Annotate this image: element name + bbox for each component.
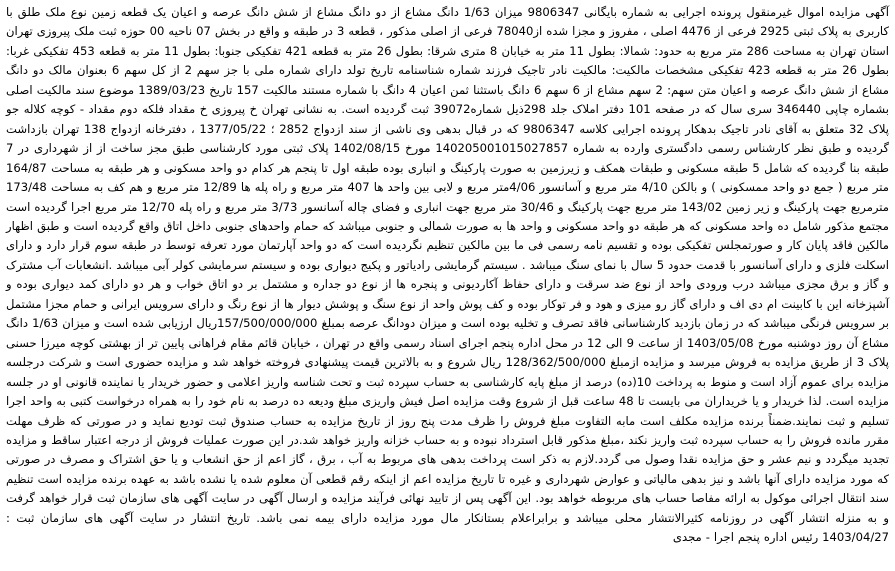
auction-notice-text: آگهی مزایده اموال غیرمنقول پرونده اجرایی به شماره بایگانی 9806347 میزان 1/63 دانگ مشاع از دو دانگ مشاع از شش دانگ عرصه و اعیان یک قطعه زمین نوع ملک طلق با کاربری به پلاک ثبتی 2925 فرعی از 4476 اصلی ، مفروز و مجزا شده از78040 فرعی از اصلی مذکور ، قطعه 3 در طبقه و واقع در بخش 07 ناحیه 00 حوزه ثبت ملک پیروزی تهران استان تهران به مساحت 286 متر مربع به حدود: شمالا: بطول 11 متر به خیابان 8 متری شرقا: بطول 26 متر به قطعه 421 تفکیکی جنوبا: بطول 11 متر به قطعه 453 تفکیکی غربا: بطول 26 متر به قطعه 423 تفکیکی مشخصات مالکیت: مالکیت نادر تاجیک فرزند شماره شناسنامه تاریخ تولد دارای شماره ملی با جز سهم 2 از کل سهم 6 بعنوان مالک دو دانگ مشاع از شش دانگ عرصه و اعیان متن سهم: 2 سهم مشاع از 6 سهم 6 دانگ باستثنا ثمن اعیان 4 دانگ با شماره مستند مالکیت 157 تاریخ 1389/03/23 موضوع سند مالکیت اصلی بشماره چاپی 346440 سری سال که در صفحه 101 دفتر املاک جلد 298ذیل شماره39072 ثبت گردیده است. به نشانی تهران خ پیروزی خ مقداد فلکه دوم مقداد - کوچه کلاله جو پلاک 32 متعلق به آقای نادر تاجیک بدهکار پرونده اجرایی کلاسه 9806347 که در قبال بدهی وی ناشی از سند ازدواج 2852 ؛ 1377/05/22 ، دفترخانه ازدواج 138 تهران بازداشت گردیده و طبق نظر کارشناس رسمی دادگستری وارده به شماره 140205001015027857 مورخ 1402/08/15 پلاک ثبتی مورد کارشناسی طبق مجز ساخت از از شهرداری در 7 طبقه بنا گردیده که شامل 5 طبقه مسکونی و طبقات همکف و زیرزمین به صورت پارکینگ و انباری بوده طبقه اول تا پنجم هر کدام دو واحد مسکونی و هر طبقه به مساحت 164/87 متر مربع ( جمع دو واحد ممسکونی ) و بالکن 4/10 متر مربع و آسانسور 4/06متر مربع و لابی بین واحد ها 407 متر مربع و راه پله ها 12/89 متر مربع و هم کف به مساحت 173/48 مترمربع جهت پارکینگ و زیر زمین 143/02 متر مربع جهت پارکینگ و 30/46 متر مربع جهت انباری و فضای چاله آسانسور 3/73 متر مربع و راه پله 12/70 متر مربع اجرا گردیده است مجتمع مذکور شامل ده واحد مسکونی که هر طبقه دو واحد مسکونی و واحد ها به صورت شمالی و جنوبی میباشد که حمام واحدهای جنوبی داخل اتاق واقع گردیده است و طبق اظهار مالکین فاقد پایان کار و صورتمجلس تفکیکی بوده و تقسیم نامه رسمی فی ما بین مالکین تنظیم نگردیده است که دو واحد آپارتمان مورد تعرفه توسط در طبقه سوم قرار دارد و دارای اسکلت فلزی و دارای آسانسور با قدمت حدود 5 سال با نمای سنگ میباشد . سیستم گرمایشی رادیاتور و پکیج دیواری بوده و سیستم سرمایشی کولر آبی میباشد .انشعابات آب مشترک و گاز و برق مجزی میباشد درب ورودی واحد از نوع ضد سرقت و دارای حفاظ آکاردیونی و پنجره ها از نوع دو جداره و مشتمل بر دو اتاق خواب و هر دو دارای کمد دیواری بوده و آشپزخانه این با کابینت ام دی اف و دارای گاز رو میزی و هود و فر توکار بوده و کف پوش واحد از نوع سنگ و پوشش دیوار ها از نوع رنگ و دارای سرویس ایرانی و حمام مجزا مشتمل بر سرویس فرنگی میباشد که در زمان بازدید کارشناسانی فاقد تصرف و تخلیه بوده است و میزان دودانگ عرصه بمبلغ 157/500/000/000ریال ارزیابی شده است و میزان 1/63 دانگ مشاع آن روز دوشنبه مورخ 1403/05/08 از ساعت 9 الی 12 در محل اداره پنجم اجرای اسناد رسمی واقع در تهران ، خیابان قائم مقام فراهانی پایین تر از بهشتی کوچه میرزا حسنی پلاک 3 از طریق مزایده به فروش میرسد و مزایده ازمبلغ 128/362/500/000 ریال شروع و به بالاترین قیمت پیشنهادی فروخته خواهد شد و مزایده حضوری است و شرکت درجلسه مزایده برای عموم آزاد است و منوط به پرداخت 10(ده) درصد از مبلغ پایه کارشناسی به حساب سپرده ثبت و تحت شناسه واریز اعلامی و حضور خریدار یا نماینده قانونی او در جلسه مزایده است. لذا خریدار و یا خریداران می بایست تا 48 ساعت قبل از شروع وقت مزایده اصل فیش واریزی مبلغ ودیعه ده درصد به نام خود را به همراه درخواست کتبی به واحد اجرا تسلیم و ثبت نمایند.ضمناً برنده مزایده مکلف است مابه التفاوت مبلغ فروش را ظرف مدت پنج روز از تاریخ مزایده به حساب صندوق ثبت تودیع نماید و در صورتی که ظرف مهلت مقرر مانده فروش را به حساب سپرده ثبت واریز نکند ،مبلغ مذکور قابل استرداد نبوده و به حساب خزانه واریز خواهد شد.در این صورت عملیات فروش از درجه اعتبار ساقط و مزایده تجدید میگردد و نیم عشر و حق مزایده نقدا وصول می گردد.لازم به ذکر است پرداخت بدهی های مربوط به آب ، برق ، گاز اعم از حق انشعاب و یا حق اشتراک و مصرف در صورتی که مورد مزایده دارای آنها باشد و نیز بدهی مالیاتی و عوارض شهرداری و غیره تا تاریخ مزایده اعم از اینکه رقم قطعی آن معلوم شده یا نشده باشد به عهده برنده مزایده است تنظیم سند انتقال اجرائی موکول به ارائه مفاصا حساب های مربوطه خواهد بود. این آگهی پس از تایید نهائی فرآیند مزایده و ارسال آگهی در سایت آگهی های سازمان ثبت قرار خواهد گرفت و به منزله انتشار آگهی در روزنامه کثیرالانتشار محلی میباشد و برابراعلام بستانکار مال مورد مزایده دارای بیمه نمی باشد. تاریخ انتشار در سایت آگهی های سازمان ثبت : 1403/04/27 رئیس اداره پنجم اجرا - مجدی (6, 5, 890, 545)
